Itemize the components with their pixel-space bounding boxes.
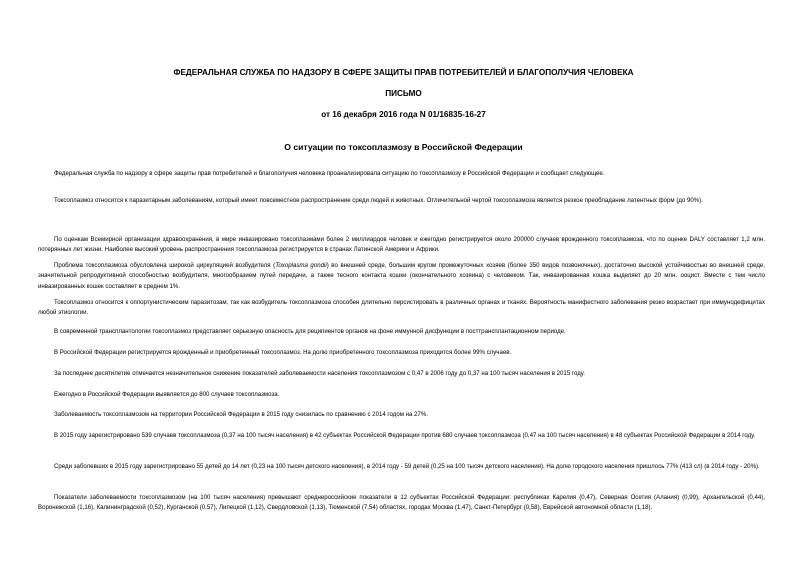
paragraph-intro: Федеральная служба по надзору в сфере защиты прав потребителей и благополучия человека проанализировала ситуацию по токсоплазмозу в Российской Федерации и сообщает следующее. xyxy=(54,170,605,177)
paragraph-decade-trend: За последнее десятилетие отмечается незначительное снижение показателей заболеваемости населения токсоплазмозом с 0,47 в 2006 году до 0,37 на 100 тысяч населения в 2015 году. xyxy=(54,370,585,377)
agency-heading: ФЕДЕРАЛЬНАЯ СЛУЖБА ПО НАДЗОРУ В СФЕРЕ ЗАЩИТЫ ПРАВ ПОТРЕБИТЕЛЕЙ И БЛАГОПОЛУЧИЯ ЧЕЛОВЕКА xyxy=(173,68,634,77)
paragraph-regional-rates: Показатели заболеваемости токсоплазмозом (на 100 тысяч населения) превышают среднероссийские показатели в 12 субъектах Российской Федерации: республиках Карелия (0,47), Северная Осетия (Алания) (0,99), Архангельской (0,44), Воронежской (1,16), Калининградской (0,52), Курганской (0,57), Липецкой (1,12), Свердловской (1,13), Тюменской (7,54) областях, городах Москва (1,47), Санкт-Петербург (0,58), Еврейской автономной области (1,18). xyxy=(38,494,765,512)
paragraph-definition: Токсоплазмоз относится к паразитарным заболеваниям, который имеет повсеместное распространение среди людей и животных. Отличительной чертой токсоплазмоза является резкое преобладание латентных форм (до 90%). xyxy=(54,197,703,204)
date-number-heading: от 16 декабря 2016 года N 01/16835-16-27 xyxy=(321,110,486,119)
paragraph-2015-cases: В 2015 году зарегистрировано 539 случаев токсоплазмоза (0,37 на 100 тысяч населения) в 42 субъектах Российской Федерации против 680 случаев токсоплазмоза (0,47 на 100 тысяч населения) в 48 субъектах Российской Федерации в 2014 году. xyxy=(54,432,756,439)
document-type-heading: ПИСЬМО xyxy=(385,89,422,98)
paragraph-who-estimates: По оценкам Всемирной организации здравоохранения, в мире инвазировано токсоплазмами более 2 миллиардов человек и ежегодно регистрируется около 200000 случаев врожденного токсоплазмоза, что по оценке DALY составляет 1,2 млн. потерянных лет жизни. Наиболее высокий уровень распространения токсоплазмоза регистрируется в странах Латинской Америки и Африки. xyxy=(38,236,765,254)
paragraph-incidence-drop: Заболеваемость токсоплазмозом на территории Российской Федерации в 2015 году снизилась по сравнению с 2014 годом на 27%. xyxy=(54,411,428,418)
subject-heading: О ситуации по токсоплазмозу в Российской Федерации xyxy=(284,142,523,152)
paragraph-pathogen-text-before: Проблема токсоплазмоза обусловлена широкой циркуляцией возбудителя ( xyxy=(54,262,276,269)
paragraph-registration: В Российской Федерации регистрируется врожденный и приобретенный токсоплазмоз. На долю приобретенного токсоплазмоза приходится более 99% случаев. xyxy=(54,349,512,356)
paragraph-pathogen xyxy=(38,261,765,292)
pathogen-species-name: Toxoplasma gondii xyxy=(275,262,327,269)
paragraph-pathogen-text-after: ) во внешней среде, большим кругом промежуточных хозяев (более 350 видов позвоночных), достаточно высокой устойчивостью во внешней среде, значительной репродуктивной способностью возбудителя, многообразием путей передачи, а также тесного контакта кошки (окончательного хозяина) с человеком. Так, инвазированная кошка выделяет до 20 млн. ооцист. Вместе с тем число инвазированных кошек составляет в среднем 1%. xyxy=(38,262,766,290)
paragraph-annual-cases: Ежегодно в Российской Федерации выявляется до 800 случаев токсоплазмоза. xyxy=(54,391,280,398)
paragraph-opportunistic: Токсоплазмоз относится к оппортунистическим паразитозам, так как возбудитель токсоплазмоза способен длительно персистировать в различных органах и тканях. Вероятность манифестного заболевания резко возрастает при иммунодефицитах любой этиологии. xyxy=(38,299,765,317)
paragraph-transplantology: В современной трансплантологии токсоплазмоз представляет серьезную опасность для реципиентов органов на фоне иммунной дисфункции в посттрансплантационном периоде. xyxy=(54,328,566,335)
paragraph-children-urban: Среди заболевших в 2015 году зарегистрировано 55 детей до 14 лет (0,23 на 100 тысяч детского населения), в 2014 году - 59 детей (0,25 на 100 тысяч детского населения). На долю городского населения пришлось 77% (413 сл) (в 2014 году - 20%). xyxy=(54,463,760,470)
